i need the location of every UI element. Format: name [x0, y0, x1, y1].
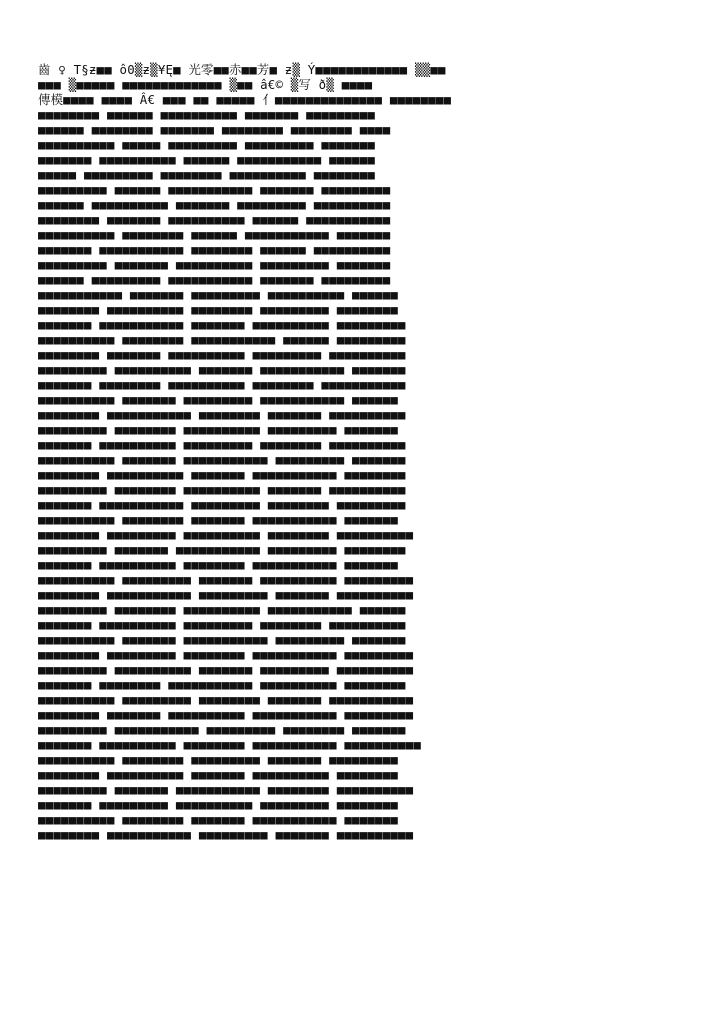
text-line: ■■■■■■■■■■ ■■■■■■■■ ■■■■■■ ■■■■■■■■■■■ ■■■■■■■	[38, 227, 391, 242]
text-line: ■■■■■■■■■ ■■■■■■■■ ■■■■■■■■■■ ■■■■■■■■■ ■■■■■■■	[38, 422, 399, 437]
text-line: ■■■■■■■■■ ■■■■■■■■ ■■■■■■■■■■ ■■■■■■■ ■■■■■■■■■■	[38, 482, 406, 497]
text-line: 齒 ♀ T§ƶ■■ ô0▒ƶ▒¥Ę■ 光零■■赤■■芳■ ƶ▒ Ý■■■■■■■■■■■■ ▒▒■■	[38, 62, 446, 77]
text-line: ■■■■■■■■ ■■■■■■■■■ ■■■■■■■■■■ ■■■■■■■■ ■■■■■■■■■■	[38, 527, 414, 542]
text-line: ■■■■■■■■■ ■■■■■■■■■■ ■■■■■■■ ■■■■■■■■■■■ ■■■■■■■	[38, 362, 406, 377]
text-line: ■■■■■■■■ ■■■■■■■ ■■■■■■■■■■ ■■■■■■■■■■■ ■■■■■■■■■	[38, 707, 414, 722]
text-line: ■■■■■■ ■■■■■■■■ ■■■■■■■ ■■■■■■■■ ■■■■■■■■ ■■■■	[38, 122, 391, 137]
text-line: ■■■■■■■■■ ■■■■■■ ■■■■■■■■■■■ ■■■■■■■ ■■■■■■■■■	[38, 182, 391, 197]
text-line: ■■■■■■■ ■■■■■■■■■■ ■■■■■■■■■ ■■■■■■■■ ■■■■■■■■■■	[38, 617, 406, 632]
scanned-text-page	[38, 62, 690, 882]
text-line: ■■■■■■■ ■■■■■■■■ ■■■■■■■■■■■ ■■■■■■■■■■ ■■■■■■■■	[38, 677, 406, 692]
text-line: ■■■■■■■ ■■■■■■■■■■■ ■■■■■■■■■ ■■■■■■■■ ■■■■■■■■■	[38, 497, 406, 512]
text-line: ■■■■■■■■■■ ■■■■■■■■ ■■■■■■■■■■■ ■■■■■■ ■■■■■■■■■	[38, 332, 406, 347]
text-line	[38, 857, 690, 872]
text-line: ■■■■■■■ ■■■■■■■■■■ ■■■■■■■■ ■■■■■■■■■■■ ■■■■■■■■■■	[38, 737, 421, 752]
text-line: 傳模■■■■ ■■■■ Â€ ■■■ ■■ ■■■■■ 亻■■■■■■■■■■■■■■ ■■■■■■■■	[38, 92, 452, 107]
text-line: ■■■■■■■ ■■■■■■■■■■■ ■■■■■■■ ■■■■■■■■■■ ■■■■■■■■■	[38, 317, 406, 332]
text-line: ■■■ ▒■■■■■ ■■■■■■■■■■■■■ ▒■■ â€© ▒写 ð▒ ■■■■	[38, 77, 373, 92]
text-line: ■■■■■■■ ■■■■■■■■■■ ■■■■■■ ■■■■■■■■■■■ ■■■■■■	[38, 152, 376, 167]
text-line: ■■■■■■■■ ■■■■■■■■■■ ■■■■■■■ ■■■■■■■■■■■ ■■■■■■■■	[38, 467, 406, 482]
text-line: ■■■■■■■■■■■ ■■■■■■■ ■■■■■■■■■ ■■■■■■■■■■ ■■■■■■	[38, 287, 399, 302]
text-line: ■■■■■■■ ■■■■■■■■■■■ ■■■■■■■■ ■■■■■■ ■■■■■■■■■■	[38, 242, 391, 257]
text-line: ■■■■■■■■■ ■■■■■■■ ■■■■■■■■■■ ■■■■■■■■■ ■■■■■■■	[38, 257, 391, 272]
text-line: ■■■■■■■■■ ■■■■■■■ ■■■■■■■■■■■ ■■■■■■■■ ■■■■■■■■■■	[38, 782, 414, 797]
text-line: ■■■■■■■ ■■■■■■■■ ■■■■■■■■■■ ■■■■■■■■ ■■■■■■■■■■■	[38, 377, 406, 392]
text-line: ■■■■■■■■■ ■■■■■■■■■■ ■■■■■■■ ■■■■■■■■■ ■■■■■■■■■■	[38, 662, 414, 677]
text-line: ■■■■■■■■■■ ■■■■■■■■ ■■■■■■■ ■■■■■■■■■■■ ■■■■■■■	[38, 812, 399, 827]
text-line: ■■■■■■■■■■ ■■■■■■■■ ■■■■■■■■■ ■■■■■■■ ■■■■■■■■■	[38, 752, 399, 767]
text-line: ■■■■■■■■■■ ■■■■■■■ ■■■■■■■■■ ■■■■■■■■■■■ ■■■■■■	[38, 392, 399, 407]
text-line: ■■■■■■ ■■■■■■■■■■ ■■■■■■■ ■■■■■■■■■ ■■■■■■■■■■	[38, 197, 391, 212]
text-line: ■■■■■■■■ ■■■■■■■ ■■■■■■■■■■ ■■■■■■■■■ ■■■■■■■■■■	[38, 347, 406, 362]
text-line: ■■■■■■■■■ ■■■■■■■■ ■■■■■■■■■■ ■■■■■■■■■■■ ■■■■■■	[38, 602, 406, 617]
text-line: ■■■■■■■ ■■■■■■■■■ ■■■■■■■■■■ ■■■■■■■■■ ■■■■■■■■	[38, 797, 399, 812]
text-line: ■■■■■■■■■■ ■■■■■■■ ■■■■■■■■■■■ ■■■■■■■■■ ■■■■■■■	[38, 452, 406, 467]
text-line: ■■■■■■■ ■■■■■■■■■■ ■■■■■■■■ ■■■■■■■■■■■ ■■■■■■■	[38, 557, 399, 572]
text-line: ■■■■■■■■ ■■■■■■■ ■■■■■■■■■■ ■■■■■■ ■■■■■■■■■■■	[38, 212, 391, 227]
text-line: ■■■■■■■■■■ ■■■■■■■■ ■■■■■■■ ■■■■■■■■■■■ ■■■■■■■	[38, 512, 399, 527]
text-line: ■■■■■■■■■■ ■■■■■■■■■ ■■■■■■■ ■■■■■■■■■■ ■■■■■■■■■	[38, 572, 414, 587]
text-line: ■■■■■■■■ ■■■■■■■■■■ ■■■■■■■■ ■■■■■■■■■ ■■■■■■■■	[38, 302, 399, 317]
text-line: ■■■■■■■■■ ■■■■■■■■■■■ ■■■■■■■■■ ■■■■■■■■ ■■■■■■■	[38, 722, 406, 737]
text-line: ■■■■■■■■■■ ■■■■■ ■■■■■■■■■ ■■■■■■■■■ ■■■■■■■	[38, 137, 376, 152]
text-line: ■■■■■■■■ ■■■■■■■■■■■ ■■■■■■■■ ■■■■■■■ ■■■■■■■■■■	[38, 407, 406, 422]
text-line: ■■■■■■■■■■ ■■■■■■■■■ ■■■■■■■■ ■■■■■■■ ■■■■■■■■■■■	[38, 692, 414, 707]
text-line: ■■■■■ ■■■■■■■■■ ■■■■■■■■ ■■■■■■■■■■ ■■■■■■■■	[38, 167, 376, 182]
text-line	[38, 842, 690, 857]
text-line: ■■■■■■ ■■■■■■■■■ ■■■■■■■■■■■ ■■■■■■■ ■■■■■■■■■	[38, 272, 391, 287]
text-line: ■■■■■■■■ ■■■■■■■■■■■ ■■■■■■■■■ ■■■■■■■ ■■■■■■■■■■	[38, 587, 414, 602]
text-line: ■■■■■■■■ ■■■■■■■■■ ■■■■■■■■ ■■■■■■■■■■■ ■■■■■■■■■	[38, 647, 414, 662]
text-line: ■■■■■■■■■ ■■■■■■■ ■■■■■■■■■■■ ■■■■■■■■■ ■■■■■■■■	[38, 542, 406, 557]
text-line: ■■■■■■■■ ■■■■■■■■■■■ ■■■■■■■■■ ■■■■■■■ ■■■■■■■■■■	[38, 827, 414, 842]
text-line: ■■■■■■■ ■■■■■■■■■■ ■■■■■■■■■ ■■■■■■■■ ■■■■■■■■■■	[38, 437, 406, 452]
text-line: ■■■■■■■■■■ ■■■■■■■ ■■■■■■■■■■■ ■■■■■■■■■ ■■■■■■■	[38, 632, 406, 647]
text-line: ■■■■■■■■ ■■■■■■■■■■ ■■■■■■■ ■■■■■■■■■■ ■■■■■■■■	[38, 767, 399, 782]
text-line: ■■■■■■■■ ■■■■■■ ■■■■■■■■■■ ■■■■■■■ ■■■■■■■■■	[38, 107, 376, 122]
